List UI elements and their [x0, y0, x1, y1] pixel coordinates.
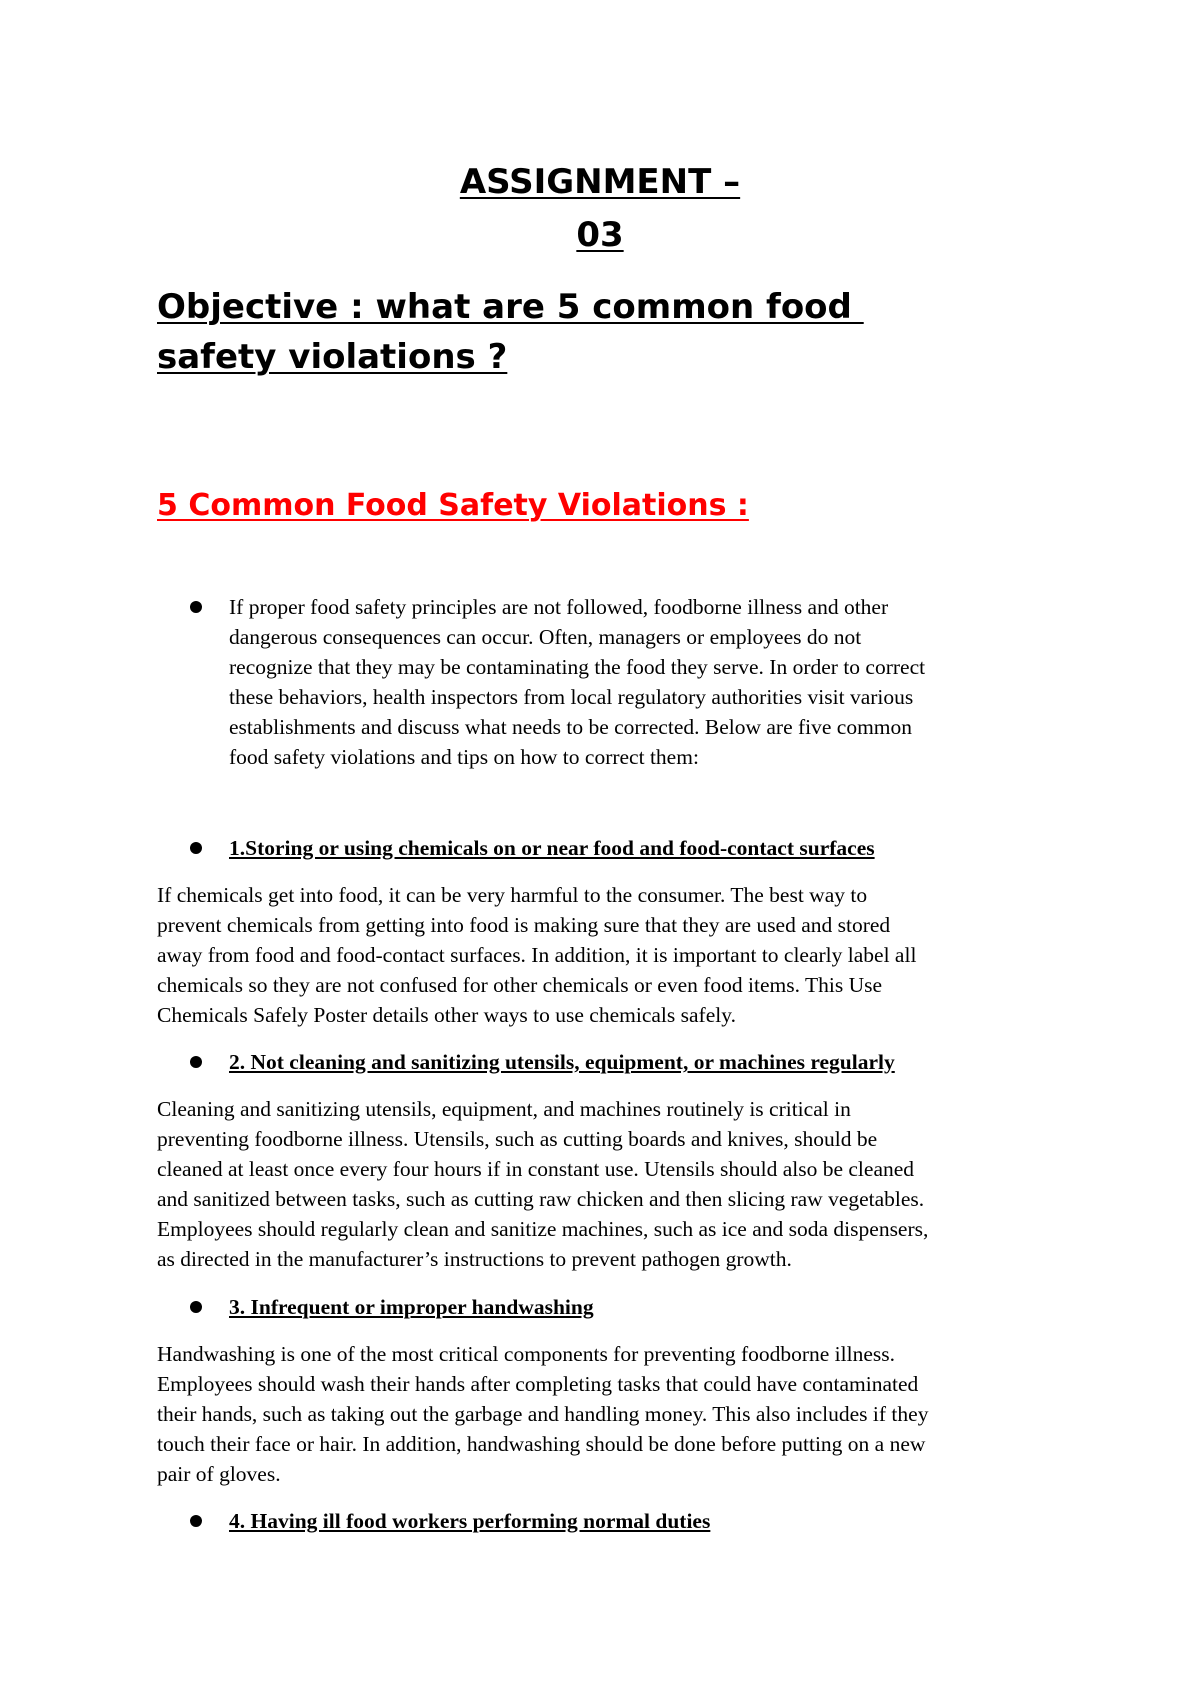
- paragraph-line: Cleaning and sanitizing utensils, equipment, and machines routinely is critical in: [157, 1097, 851, 1121]
- bullet-icon: [190, 1056, 202, 1068]
- violation-heading-1: 1.Storing or using chemicals on or near food and food-contact surfaces: [229, 836, 875, 860]
- paragraph-line: If chemicals get into food, it can be very harmful to the consumer. The best way to: [157, 883, 868, 907]
- bullet-icon: [190, 601, 202, 613]
- paragraph-line: their hands, such as taking out the garbage and handling money. This also includes if they: [157, 1402, 929, 1426]
- paragraph-line: Chemicals Safely Poster details other ways to use chemicals safely.: [157, 1003, 736, 1027]
- violation-heading-2: 2. Not cleaning and sanitizing utensils, equipment, or machines regularly: [229, 1050, 895, 1074]
- paragraph-line: cleaned at least once every four hours if in constant use. Utensils should also be cleaned: [157, 1157, 915, 1181]
- intro-line: If proper food safety principles are not followed, foodborne illness and other: [229, 595, 889, 619]
- paragraph-line: preventing foodborne illness. Utensils, such as cutting boards and knives, should be: [157, 1127, 878, 1151]
- violation-paragraph-3: [157, 1339, 1057, 1489]
- paragraph-line: Handwashing is one of the most critical components for preventing foodborne illness.: [157, 1342, 896, 1366]
- paragraph-line: and sanitized between tasks, such as cutting raw chicken and then slicing raw vegetables.: [157, 1187, 925, 1211]
- violation-paragraph-2: [157, 1094, 1057, 1274]
- intro-line: recognize that they may be contaminating the food they serve. In order to correct: [229, 655, 926, 679]
- violation-heading-3: 3. Infrequent or improper handwashing: [229, 1295, 594, 1319]
- assignment-number: 03: [576, 215, 624, 255]
- violation-paragraph-1: [157, 880, 1057, 1030]
- paragraph-line: prevent chemicals from getting into food is making sure that they are used and stored: [157, 913, 891, 937]
- bullet-icon: [190, 1301, 202, 1313]
- intro-line: dangerous consequences can occur. Often, managers or employees do not: [229, 625, 862, 649]
- objective-heading: [157, 282, 917, 382]
- paragraph-line: Employees should wash their hands after completing tasks that could have contaminated: [157, 1372, 919, 1396]
- intro-line: these behaviors, health inspectors from local regulatory authorities visit various: [229, 685, 914, 709]
- paragraph-line: chemicals so they are not confused for other chemicals or even food items. This Use: [157, 973, 883, 997]
- paragraph-line: touch their face or hair. In addition, handwashing should be done before putting on a new: [157, 1432, 926, 1456]
- intro-line: establishments and discuss what needs to be corrected. Below are five common: [229, 715, 913, 739]
- bullet-icon: [190, 842, 202, 854]
- paragraph-line: as directed in the manufacturer’s instructions to prevent pathogen growth.: [157, 1247, 792, 1271]
- section-heading: 5 Common Food Safety Violations :: [157, 488, 749, 523]
- paragraph-line: away from food and food-contact surfaces. In addition, it is important to clearly label all: [157, 943, 917, 967]
- paragraph-line: pair of gloves.: [157, 1462, 281, 1486]
- assignment-title: ASSIGNMENT –: [459, 162, 741, 202]
- objective-line: Objective : what are 5 common food: [157, 287, 864, 327]
- paragraph-line: Employees should regularly clean and sanitize machines, such as ice and soda dispensers,: [157, 1217, 929, 1241]
- bullet-icon: [190, 1515, 202, 1527]
- intro-paragraph: [229, 592, 1059, 772]
- intro-line: food safety violations and tips on how to correct them:: [229, 745, 699, 769]
- violation-heading-4: 4. Having ill food workers performing normal duties: [229, 1509, 711, 1533]
- objective-line: safety violations ?: [157, 337, 508, 377]
